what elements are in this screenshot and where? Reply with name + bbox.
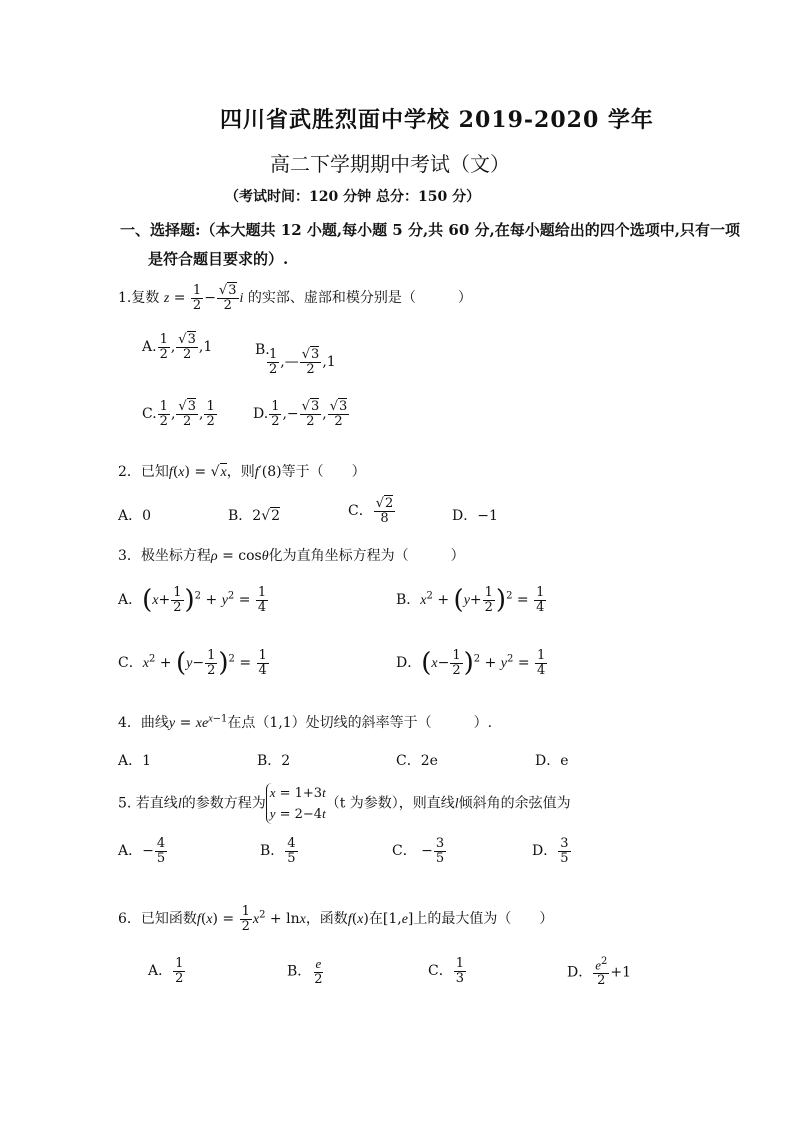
q1-option-b: $\frac{1}{2}$ ,— $\frac{√3}{2}$ ,1 (269, 347, 336, 377)
q1-option-b-label: B. (255, 342, 270, 358)
q6-option-d: D． $\frac{e^2}{2}$ +1 (567, 956, 632, 988)
question-3: 3．极坐标方程ρ = cosθ化为直角坐标方程为（ ） (118, 548, 465, 564)
question-2: 2．已知f(x) = √x，则f′(8)等于（ ） (118, 464, 366, 480)
q2-option-d: D．−1 (452, 508, 498, 524)
section-heading-line2: 是符合题目要求的）. (148, 250, 289, 268)
q5-option-d: D． $\frac{3}{5}$ (532, 836, 569, 866)
q2-option-c: C． $\frac{√2}{8}$ (348, 496, 394, 526)
q6-option-b: B． $\frac{e}{2}$ (287, 956, 323, 987)
q1-prefix: 1.复数 (118, 290, 160, 307)
q3-option-a: A．(x+ $\frac{1}{2}$ )$^2 + y^2$ = $\frac{1}{4}$ (118, 584, 267, 615)
q1-option-d: D. $\frac{1}{2}$ ,− $\frac{√3}{2}$ , $\frac{√3}{2}$ (253, 399, 348, 429)
exam-info: （考试时间：120 分钟 总分：150 分） (225, 189, 481, 205)
q6-option-a: A． $\frac{1}{2}$ (148, 956, 184, 986)
question-6: 6．已知函数f(x) = $\frac{1}{2}$ $x^2 + \ln x$，函数f(x)在[1,e]上的最大值为（ ） (118, 904, 554, 934)
q3-option-b: B．$x^2 + (y+$ $\frac{1}{2}$ )$^2$ = $\frac{1}{4}$ (396, 584, 545, 615)
q4-option-d: D．e (535, 753, 569, 769)
q5-option-a: A．− $\frac{4}{5}$ (118, 836, 166, 866)
q1-suffix: 的实部、虚部和模分别是（ ） (247, 290, 472, 307)
q4-option-b: B．2 (257, 753, 291, 769)
q4-option-c: C．2e (396, 753, 438, 769)
section-heading-line1: 一、选择题:（本大题共 12 小题,每小题 5 分,共 60 分,在每小题给出的四个选项中,只有一项 (120, 221, 740, 239)
exam-subtitle: 高二下学期期中考试（文） (270, 152, 510, 176)
q6-option-c: C． $\frac{1}{3}$ (428, 956, 464, 986)
question-4: 4．曲线$y = xe^{x-1}$在点（1,1）处切线的斜率等于（ ）. (118, 713, 493, 731)
q1-option-a: A. $\frac{1}{2}$ , $\frac{√3}{2}$ ,1 (142, 332, 213, 362)
question-5: 5. 若直线l的参数方程为 x = 1+3t y = 2−4t （t 为参数），则直线l倾斜角的余弦值为 (118, 783, 571, 824)
q5-option-b: B． $\frac{4}{5}$ (260, 836, 296, 866)
q2-option-a: A．0 (118, 508, 152, 524)
q1-option-c: C. $\frac{1}{2}$ , $\frac{√3}{2}$ , $\frac{1}{2}$ (142, 399, 215, 429)
q3-option-d: D．(x− $\frac{1}{2}$ )$^2 + y^2$ = $\frac{1}{4}$ (396, 647, 546, 678)
exam-title: 四川省武胜烈面中学校 2019-2020 学年 (220, 107, 654, 133)
q2-option-b: B．2√2 (228, 508, 281, 524)
q4-option-a: A．1 (118, 753, 152, 769)
q1-formula: z = $\frac{1}{2}$ − $\frac{√3}{2}$ i (163, 283, 244, 313)
q3-option-c: C．$x^2 + (y-$ $\frac{1}{2}$ )$^2$ = $\frac{1}{4}$ (118, 647, 267, 678)
question-1 (118, 284, 472, 312)
q5-option-c: C． − $\frac{3}{5}$ (392, 836, 445, 866)
